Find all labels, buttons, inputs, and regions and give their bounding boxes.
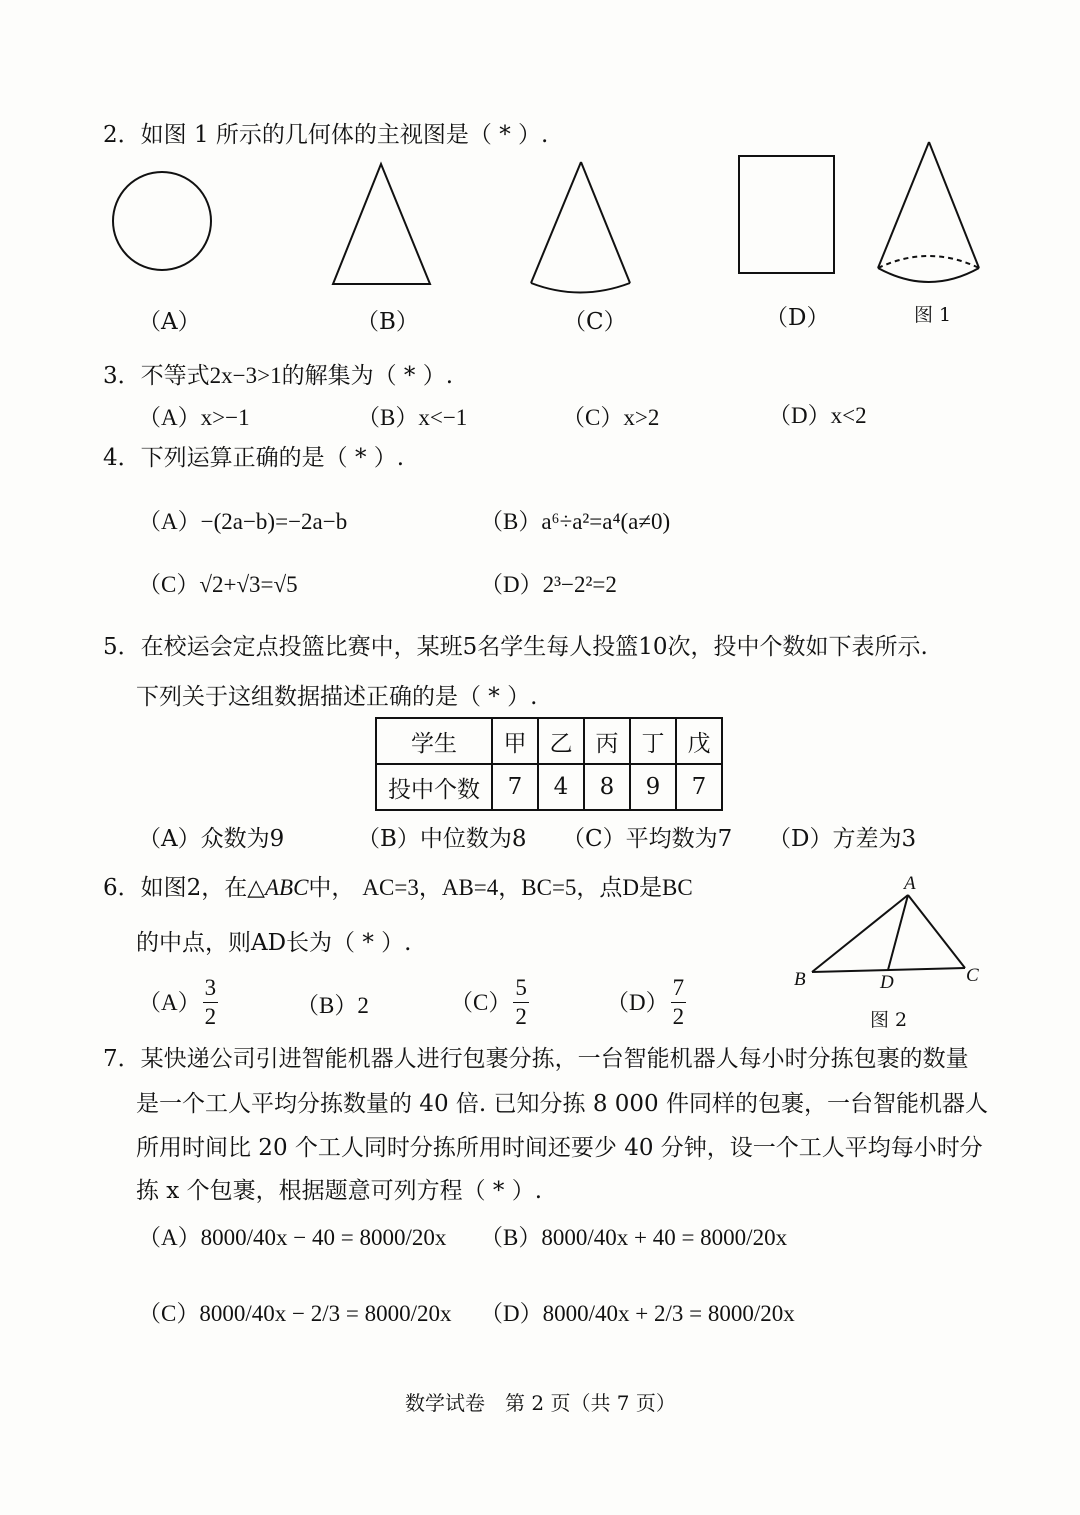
q7-option-c: （C）8000/40x − 2/3 = 8000/20x [138,1301,452,1326]
q5-option-d: （D）方差为3 [768,826,917,852]
q4-option-a: （A）−(2a−b)=−2a−b [138,509,348,534]
table-cell: 投中个数 [376,764,492,810]
q2-option-b-label: （B） [356,309,419,335]
point-c-label: C [966,965,979,986]
q5-option-b: （B）中位数为8 [357,826,527,852]
q7-option-a: （A）8000/40x − 40 = 8000/20x [138,1225,447,1250]
q7-line3: 所用时间比 20 个工人同时分拣所用时间还要少 40 分钟，设一个工人平均每小时分 [136,1135,983,1161]
q3-option-a: （A）x>−1 [138,405,250,430]
q4-stem: 4．下列运算正确的是（ * ）. [103,445,405,471]
q7-line4: 拣 x 个包裹，根据题意可列方程（ * ）. [136,1178,543,1204]
shooting-data-table [375,717,723,811]
q7-option-d-equation: 8000/40x + 2/3 = 8000/20x [542,1301,795,1326]
table-header-cell: 甲 [492,718,538,764]
q4-option-b: （B）a⁶÷a²=a⁴(a≠0) [480,509,671,534]
table-header-cell: 戊 [676,718,722,764]
circle-shape [113,172,211,270]
q3-stem: 3．不等式2x−3>1的解集为（ * ）. [103,363,454,389]
table-cell: 7 [492,764,538,810]
figure-1-caption: 图 1 [914,304,952,326]
q7-line2: 是一个工人平均分拣数量的 40 倍. 已知分拣 8 000 件同样的包裹，一台智能机器人 [136,1091,988,1117]
table-cell: 8 [584,764,630,810]
table-cell: 4 [538,764,584,810]
q7-option-b: （B）8000/40x + 40 = 8000/20x [480,1225,788,1250]
q5-option-c: （C）平均数为7 [562,826,733,852]
table-row [376,764,722,810]
q7-option-b-equation: 8000/40x + 40 = 8000/20x [541,1225,788,1250]
table-header-cell: 丁 [630,718,676,764]
point-b-label: B [794,969,806,990]
page-footer: 数学试卷 第 2 页（共 7 页） [405,1391,676,1415]
triangle-abc-figure [812,895,965,972]
figure-2-caption: 图 2 [870,1009,908,1031]
q3-option-c: （C）x>2 [562,405,660,430]
q2-stem: 2．如图 1 所示的几何体的主视图是（ * ）. [103,122,549,148]
q3-option-d: （D）x<2 [768,403,867,428]
rectangle-shape [739,156,834,273]
point-d-label: D [880,972,894,993]
q6-option-c: （C） $\frac{5}{2}$ [450,975,527,1030]
q3-option-b: （B）x<−1 [357,405,468,430]
q6-stem-line1: 6．如图2，在△ABC中， AC=3，AB=4，BC=5，点D是BC [103,875,693,901]
q6-stem-line2: 的中点，则AD长为（ * ）. [136,930,412,956]
table-header-cell: 学生 [376,718,492,764]
q4-option-c: （C）√2+√3=√5 [138,572,298,597]
table-row [376,718,722,764]
q7-line1: 7．某快递公司引进智能机器人进行包裹分拣，一台智能机器人每小时分拣包裹的数量 [103,1046,969,1072]
q4-option-d: （D）2³−2²=2 [480,572,617,597]
q6-option-a: （A） $\frac{3}{2}$ [138,975,217,1030]
q5-option-a: （A）众数为9 [138,826,285,852]
cone-solid-shape [878,142,979,282]
table-header-cell: 乙 [538,718,584,764]
q6-option-d: （D） $\frac{7}{2}$ [606,975,685,1030]
cone-front-view-shape [531,162,630,293]
table-cell: 7 [676,764,722,810]
table-header-cell: 丙 [584,718,630,764]
point-a-label: A [904,873,916,894]
q5-stem-line2: 下列关于这组数据描述正确的是（ * ）. [136,684,538,710]
triangle-shape [333,164,430,284]
q2-option-a-label: （A） [138,309,201,335]
q6-conditions: AC=3，AB=4，BC=5，点D是BC [362,875,693,900]
q6-option-b: （B）2 [296,993,369,1018]
q2-option-c-label: （C） [563,309,627,335]
table-cell: 9 [630,764,676,810]
q2-option-d-label: （D） [765,305,830,331]
q3-inequality: 2x−3>1 [209,363,282,388]
q7-option-c-equation: 8000/40x − 2/3 = 8000/20x [199,1301,452,1326]
q7-option-d: （D）8000/40x + 2/3 = 8000/20x [480,1301,795,1326]
q5-stem-line1: 5．在校运会定点投篮比赛中，某班5名学生每人投篮10次，投中个数如下表所示. [103,634,928,660]
q7-option-a-equation: 8000/40x − 40 = 8000/20x [200,1225,447,1250]
